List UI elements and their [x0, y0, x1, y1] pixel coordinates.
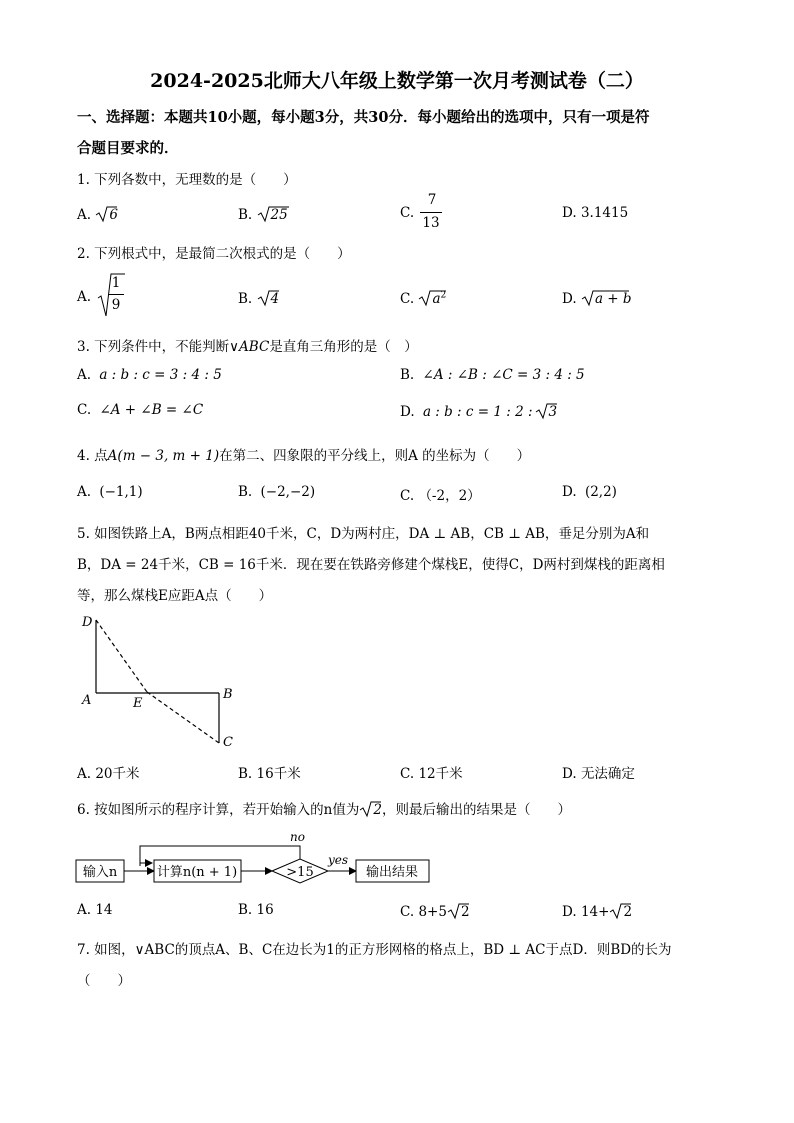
point-label-e: E — [133, 696, 143, 711]
q6-option-a — [77, 902, 113, 918]
option-label: B. — [238, 902, 253, 918]
question-7-line2: （ ） — [77, 973, 131, 989]
q2-option-a — [77, 289, 91, 305]
q5-option-a — [77, 762, 140, 782]
stem-text: 3. 下列条件中，不能判断 — [77, 339, 230, 355]
radicand: 3 — [548, 404, 558, 420]
option-label: D. — [562, 766, 577, 782]
q5-option-d — [562, 762, 635, 782]
fraction-bar — [420, 212, 442, 213]
q5-option-c — [400, 762, 463, 782]
option-text: 14+ — [580, 904, 610, 920]
option-label: D. — [400, 404, 415, 420]
option-label: A. — [77, 207, 92, 223]
q4-option-d — [562, 484, 617, 500]
q6-option-c — [400, 902, 470, 920]
option-label: C. — [400, 205, 415, 221]
q2-option-d — [562, 289, 632, 307]
q3-option-c — [77, 402, 203, 418]
condition-label: >15 — [286, 865, 314, 880]
option-label: D. — [562, 484, 577, 500]
option-label: C. — [400, 291, 415, 307]
option-text: 16千米 — [256, 766, 301, 782]
option-text: 14 — [95, 902, 113, 918]
q1-option-b — [238, 205, 288, 223]
option-text: 无法确定 — [580, 766, 635, 782]
stem-text: 4. 点 — [77, 448, 108, 464]
q6-option-b — [238, 902, 274, 918]
option-text: 8+5 — [418, 904, 447, 920]
option-label: A. — [77, 367, 92, 383]
option-text: 3.1415 — [580, 205, 629, 221]
q1-option-c — [400, 205, 414, 221]
option-math: a : b : c = 3 : 4 : 5 — [99, 367, 222, 383]
option-label: D. — [562, 291, 577, 307]
question-6-stem — [77, 798, 571, 818]
question-3-stem — [77, 335, 418, 355]
option-text: (2,2) — [584, 484, 617, 500]
yes-label: yes — [328, 853, 349, 867]
fraction-denominator: 9 — [111, 297, 121, 313]
radicand: 25 — [270, 207, 288, 223]
q3-option-b — [400, 367, 585, 383]
segment-DE — [96, 620, 147, 692]
q5-option-b — [238, 762, 301, 782]
q2-option-c — [400, 289, 446, 307]
option-label: D. — [562, 205, 577, 221]
q2-option-b — [238, 289, 279, 307]
input-label: 输入n — [82, 865, 118, 880]
stem-text: 在第二、四象限的平分线上，则A 的坐标为（ ） — [219, 448, 531, 464]
radicand: 4 — [270, 291, 280, 307]
output-label: 输出结果 — [365, 865, 419, 880]
option-math: a : b : c = 1 : 2 : — [422, 404, 533, 420]
q3-option-a — [77, 367, 222, 383]
q1-option-a — [77, 205, 118, 223]
point-label-b: B — [223, 687, 233, 702]
option-label: A. — [77, 766, 92, 782]
option-math: ∠A + ∠B = ∠C — [99, 402, 204, 418]
q4-option-c — [400, 484, 481, 504]
question-5-line3: 等，那么煤栈E应距A点（ ） — [77, 588, 273, 604]
question-5-line2: B，DA = 24千米，CB = 16千米．现在要在铁路旁修建个煤栈E，使得C，D两村到煤栈的距离相 — [77, 557, 665, 573]
stem-text: ，则最后输出的结果是（ ） — [381, 802, 571, 818]
option-label: D. — [562, 904, 577, 920]
option-label: A. — [77, 484, 92, 500]
section-header-line2: 合题目要求的． — [77, 140, 179, 157]
option-text: (−1,1) — [99, 484, 143, 500]
option-label: C. — [77, 402, 92, 418]
fraction-bar — [108, 294, 124, 295]
q1-option-d — [562, 205, 628, 221]
radicand: 2 — [460, 904, 470, 920]
radicand: a — [432, 291, 441, 307]
point-label-d: D — [82, 615, 93, 630]
option-label: C. — [400, 904, 415, 920]
stem-text: 6. 按如图所示的程序计算，若开始输入的n值为 — [77, 802, 360, 818]
stem-math: ∨ABC — [229, 339, 270, 355]
option-label: B. — [238, 766, 253, 782]
fraction-denominator: 13 — [422, 215, 440, 231]
option-label: C. — [400, 766, 415, 782]
question-4-stem — [77, 444, 530, 464]
q4-option-a — [77, 484, 143, 500]
stem-text: 是直角三角形的是（ ） — [269, 339, 418, 355]
option-label: B. — [238, 291, 253, 307]
option-label: A. — [77, 902, 92, 918]
radicand: 2 — [373, 802, 382, 818]
option-text: 20千米 — [95, 766, 140, 782]
radicand: 2 — [623, 904, 633, 920]
stem-math: A(m − 3, m + 1) — [107, 448, 220, 464]
option-label: B. — [238, 207, 253, 223]
calc-label: 计算n(n + 1) — [156, 865, 238, 880]
fraction-numerator: 7 — [427, 192, 437, 208]
q6-option-d — [562, 902, 632, 920]
program-flowchart — [74, 826, 434, 888]
railway-figure — [77, 610, 247, 750]
option-text: （-2，2） — [418, 488, 481, 504]
question-1-stem: 1. 下列各数中，无理数的是（ ） — [77, 172, 297, 188]
question-5-line1: 5. 如图铁路上A，B两点相距40千米，C，D为两村庄，DA ⊥ AB，CB ⊥ AB，垂足分别为A和 — [77, 526, 650, 542]
point-label-a: A — [82, 693, 92, 708]
question-2-stem: 2. 下列根式中，是最简二次根式的是（ ） — [77, 246, 351, 262]
option-math: ∠A : ∠B : ∠C = 3 : 4 : 5 — [422, 367, 585, 383]
q4-option-b — [238, 484, 315, 500]
radicand: a + b — [594, 291, 632, 307]
radicand: 6 — [109, 207, 118, 223]
option-label: C. — [400, 488, 415, 504]
exponent: 2 — [440, 290, 447, 301]
section-header-line1: 一、选择题：本题共10小题，每小题3分，共30分．每小题给出的选项中，只有一项是符 — [77, 109, 650, 126]
q3-option-d — [400, 402, 557, 420]
option-label: A. — [77, 289, 92, 305]
option-text: (−2,−2) — [260, 484, 316, 500]
option-text: 12千米 — [418, 766, 463, 782]
fraction-numerator: 1 — [111, 275, 121, 291]
page-title: 2024-2025北师大八年级上数学第一次月考测试卷（二） — [150, 70, 644, 92]
point-label-c: C — [223, 735, 233, 750]
question-7-line1: 7. 如图，∨ABC的顶点A、B、C在边长为1的正方形网格的格点上，BD ⊥ AC于点D．则BD的长为 — [77, 942, 672, 958]
option-label: B. — [400, 367, 415, 383]
segment-EC — [147, 692, 219, 743]
no-label: no — [290, 830, 305, 844]
option-label: B. — [238, 484, 253, 500]
option-text: 16 — [256, 902, 274, 918]
